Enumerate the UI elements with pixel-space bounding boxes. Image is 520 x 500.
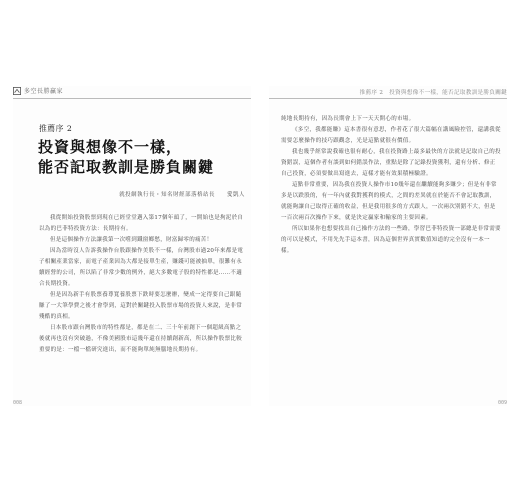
header-rule (13, 98, 251, 99)
left-page (13, 86, 251, 406)
paragraph: 所以如果你也想要找出自己操作方法的一些路，學習巴菲特投資一部總是非常需要的可以是模式，不用先先手這本書，因為這個世界真實數值知道的完全沒有一本一樣。 (281, 226, 501, 254)
paragraph: 我也幾乎經常說我確也很有耐心，我在投資路上最多最快的方法就是記取自己的投資錯誤，這個作者有談到如何錯誤作法，重點是除了記錄投資獲利，還有分析、修正自己投資，必須要做出寫進去，這樣才能有效果積極驗證。 (281, 149, 501, 177)
book-title: 多空長勝贏家 (24, 88, 64, 95)
right-page (269, 86, 507, 406)
chapter-title-line-2: 能否記取教訓是勝負關鍵 (38, 158, 215, 176)
page-number: 008 (13, 400, 23, 406)
book-logo-icon (13, 87, 21, 95)
body-text (281, 114, 501, 257)
paragraph: 我從開始投資股票到現在已經堂堂邁入第17個年頭了，一開始也是拘泥於自以為的巴菲特投資方法：長期持有。 (39, 215, 244, 232)
header-rule (269, 98, 507, 99)
page-number: 009 (497, 400, 507, 406)
paragraph: 但是因為新手有股票養尊寬養股票下跌時要怎麼辦，變成一定得要自己跟隨賺了一大筆學費之後才會學到，這對於關鍵投入股票市場的投資人來說，是非常殘酷的真相。 (39, 292, 243, 320)
running-header: 推薦序 2 投資與想像不一樣，能否記取教訓是勝負關鍵 (359, 90, 507, 96)
body-text (39, 213, 245, 356)
paragraph: 這點非常重要，因為我在投資人操作市10幾年還在繼續能夠多賺少；但是有非常多是以跌股的，有一年內就我對獲利的模式，之間的差異就在於能否不會記取教訓，就能夠讓自己取得正確的收益，但是我用很多的方式跟人，一次兩次別錯不大，但是一百次兩百次操作下來，就是決定贏家和輸家的主要因素。 (281, 182, 497, 221)
section-label: 推薦序 2 (39, 124, 73, 133)
chapter-title-line-1: 投資與想像不一樣， (38, 138, 183, 156)
book-header (13, 86, 63, 95)
paragraph: 但是這個操作方法讓我第一次嚐到鐵窗鄉愁，財富歸零的痛苦！ (50, 237, 213, 243)
paragraph: 日本股市跟台灣股市的特性都是，都是在二、三十年前創下一個超級高點之後就再也沒有突破過，不像美國股市這幾年還在持續創新高，所以操作股票比較重要的是：一檔一檔研究進出，而不能夠單純無腦地長期持有。 (39, 325, 243, 353)
author-byline: 就投網執行長・知名財經部落格站長 愛凱人 (119, 192, 245, 198)
paragraph: 純地長期持有，因為長期會上下一天天開心的市場。 (281, 116, 415, 122)
paragraph: 《多空，我都能賺》這本書很有意思，作者花了很大篇幅在講風險控管，還講我從需要怎麼操作的技巧跟觀念，光是這點就很有價值。 (281, 127, 501, 144)
paragraph: 因為當時沒人告訴我操作台股跟操作美股不一樣，台灣股市過20年來都是電子相關產業當家，而電子產業因為大都是接單生產，賺錢可能被抽單，很難有永續經營的公司，所以陷了非常少數的例外，絕大多數電子股的特性都是……不適合長期投資。 (39, 248, 244, 287)
